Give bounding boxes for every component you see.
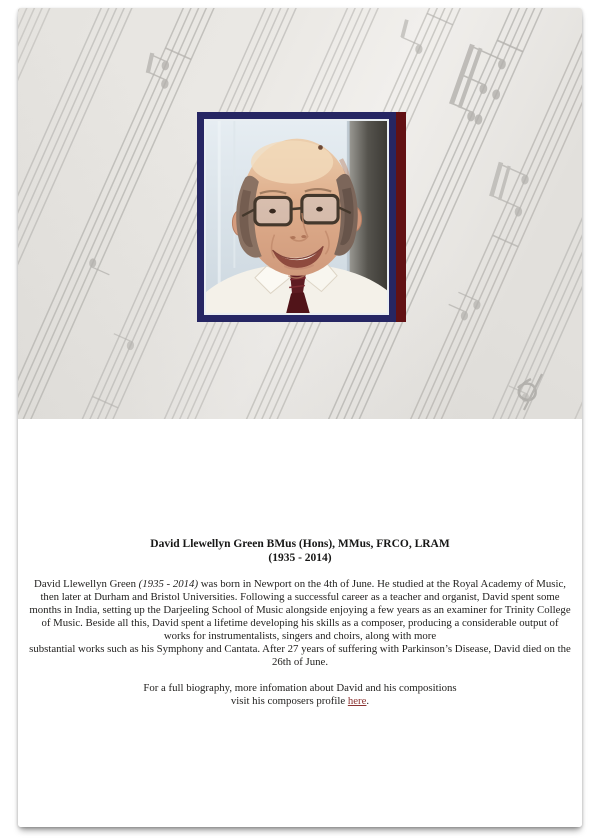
life-dates: (1935 - 2014) <box>268 552 332 564</box>
bio-body: was born in Newport on the 4th of June. He studied at the Royal Academy of Music, then later at Durham and Bristol Universities. Following a successful career as a teacher and organist, David spent some months in India, setting up the Darjeeling School of Music alongside enjoying a few years as an examiner for Trinity College of Music. Beside all this, David spent a lifetime developing his skills as a composer, producing a considerable output of works for instrumentalists, singers and choirs, along with more <box>29 578 571 642</box>
name-and-qualifications: David Llewellyn Green BMus (Hons), MMus, FRCO, LRAM <box>150 538 450 550</box>
profile-page <box>18 8 582 827</box>
composer-profile-link[interactable]: here <box>347 695 367 707</box>
cta-line2-suffix: . <box>366 695 370 707</box>
cta-line1: For a full biography, more infomation about David and his compositions <box>143 682 457 694</box>
bio-body-2: substantial works such as his Symphony and Cantata. After 27 years of suffering with Parkinson’s Disease, David died on the 26th of June. <box>29 643 571 668</box>
biography-paragraph <box>28 578 572 669</box>
portrait-frame <box>197 112 406 322</box>
profile-link-paragraph <box>28 682 572 708</box>
biography-section <box>18 419 582 827</box>
page-title <box>28 537 572 565</box>
portrait-frame-border <box>197 112 396 322</box>
frame-accent-bar <box>396 112 406 322</box>
portrait-photo <box>206 121 387 313</box>
bio-dates-italic: (1935 - 2014) <box>138 578 199 590</box>
cta-line2-prefix: visit his composers profile <box>230 695 348 707</box>
bio-lead: David Llewellyn Green <box>34 578 139 590</box>
sheet-music-hero <box>18 8 582 419</box>
